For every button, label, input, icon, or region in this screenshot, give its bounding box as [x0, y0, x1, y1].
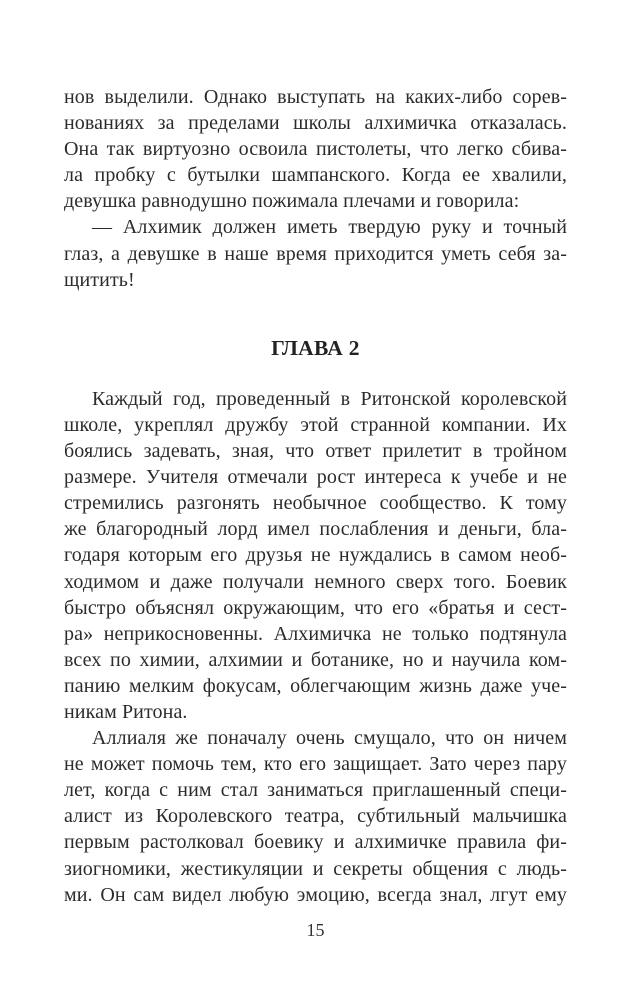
text-line: алист из Королевского театра, субтильный мальчишка — [64, 805, 567, 828]
text-line: ра» неприкосновенны. Алхимичка не только подтянула — [64, 622, 567, 645]
text-line: ла пробку с бутылки шампанского. Когда ее хвалили, — [64, 164, 567, 187]
paragraph-body — [64, 725, 567, 908]
text-line: же благородный лорд имел послабления и деньги, бла- — [64, 518, 567, 541]
text-line: школе, укреплял дружбу этой странной компании. Их — [64, 413, 567, 436]
text-line: щитить! — [64, 268, 135, 291]
text-line: всех по химии, алхимии и ботанике, но и научила ком- — [64, 648, 567, 671]
text-line: нов выделили. Однако выступать на каких-либо сорев- — [64, 86, 567, 108]
text-line: девушка равнодушно пожимала плечами и говорила: — [64, 190, 520, 213]
text-line: первым растолковал боевику и алхимичке правила фи- — [64, 831, 567, 854]
text-line: размере. Учителя отмечали рост интереса к учебе и не — [64, 466, 567, 489]
paragraph-dialogue — [64, 214, 567, 292]
text-line: никам Ритона. — [64, 700, 188, 723]
paragraph-body — [64, 386, 567, 725]
text-line: ми. Он сам видел любую эмоцию, всегда знал, лгут ему — [64, 883, 567, 906]
text-line: годаря которым его друзья не нуждались в самом необ- — [64, 544, 567, 567]
text-line: Она так виртуозно освоила пистолеты, что легко сбива- — [64, 138, 567, 161]
page-number: 15 — [306, 919, 325, 940]
text-line: ходимом и даже получали немного сверх того. Боевик — [64, 570, 567, 593]
text-line: лет, когда с ним стал заниматься приглашенный специ- — [64, 779, 567, 802]
text-line: нованиях за пределами школы алхимичка отказалась. — [64, 112, 567, 135]
text-line: глаз, а девушке в наше время приходится уметь себя за- — [64, 242, 567, 265]
text-line: Аллиаля же поначалу очень смущало, что он ничем — [92, 727, 567, 750]
text-line: быстро объяснял окружающим, что его «братья и сест- — [64, 596, 567, 619]
text-line: стремились разгонять необычное сообщество. К тому — [64, 492, 567, 515]
text-line: не может помочь тем, кто его защищает. Зато через пару — [64, 753, 567, 776]
text-line: — Алхимик должен иметь твердую руку и точный — [92, 216, 567, 239]
text-line: панию мелким фокусам, облегчающим жизнь даже уче- — [64, 674, 567, 697]
text-line: боялись задевать, зная, что ответ прилетит в тройном — [64, 440, 567, 463]
chapter-heading: ГЛАВА 2 — [271, 335, 360, 360]
paragraph-continuation — [64, 84, 567, 214]
text-line: зиогномики, жестикуляции и секреты общения с людь- — [64, 857, 567, 880]
text-line: Каждый год, проведенный в Ритонской королевской — [92, 387, 567, 410]
